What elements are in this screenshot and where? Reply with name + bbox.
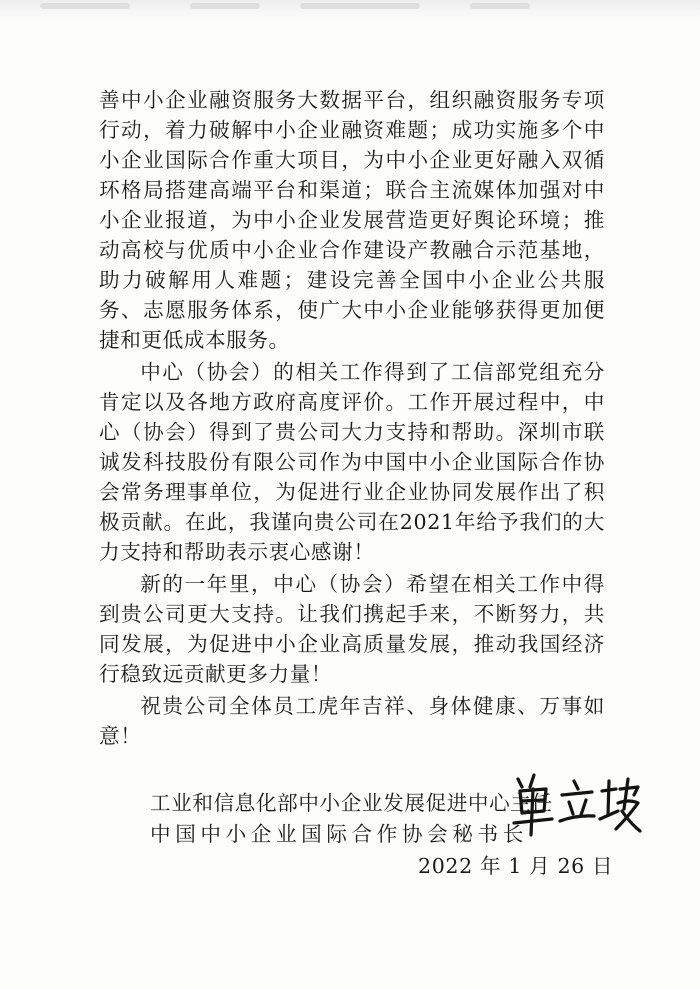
signatory-title-2: 中国中小企业国际合作协会秘书长	[150, 822, 528, 846]
letter-body	[99, 85, 605, 751]
scan-header-shadow	[0, 0, 700, 22]
handwritten-signature	[512, 769, 642, 841]
paragraph-1: 善中小企业融资服务大数据平台，组织融资服务专项行动，着力破解中小企业融资难题；成功实施多个中小企业国际合作重大项目，为中小企业更好融入双循环格局搭建高端平台和渠道；联合主流媒体加强对中小企业报道，为中小企业发展营造更好舆论环境；推动高校与优质中小企业合作建设产教融合示范基地，助力破解用人难题；建设完善全国中小企业公共服务、志愿服务体系，使广大中小企业能够获得更加便捷和更低成本服务。	[99, 88, 605, 352]
letter-date: 2022 年 1 月 26 日	[418, 854, 614, 878]
signatory-title-1: 工业和信息化部中小企业发展促进中心主任	[150, 791, 553, 815]
paragraph-4: 祝贵公司全体员工虎年吉祥、身体健康、万事如意！	[99, 694, 605, 748]
paragraph-3: 新的一年里，中心（协会）希望在相关工作中得到贵公司更大支持。让我们携起手来，不断努力，共同发展，为促进中小企业高质量发展，推动我国经济行稳致远贡献更多力量！	[99, 572, 605, 686]
paragraph-2: 中心（协会）的相关工作得到了工信部党组充分肯定以及各地方政府高度评价。工作开展过程中，中心（协会）得到了贵公司大力支持和帮助。深圳市联诚发科技股份有限公司作为中国中小企业国际合作协会常务理事单位，为促进行业企业协同发展作出了积极贡献。在此，我谨向贵公司在2021年给予我们的大力支持和帮助表示衷心感谢！	[99, 360, 605, 564]
